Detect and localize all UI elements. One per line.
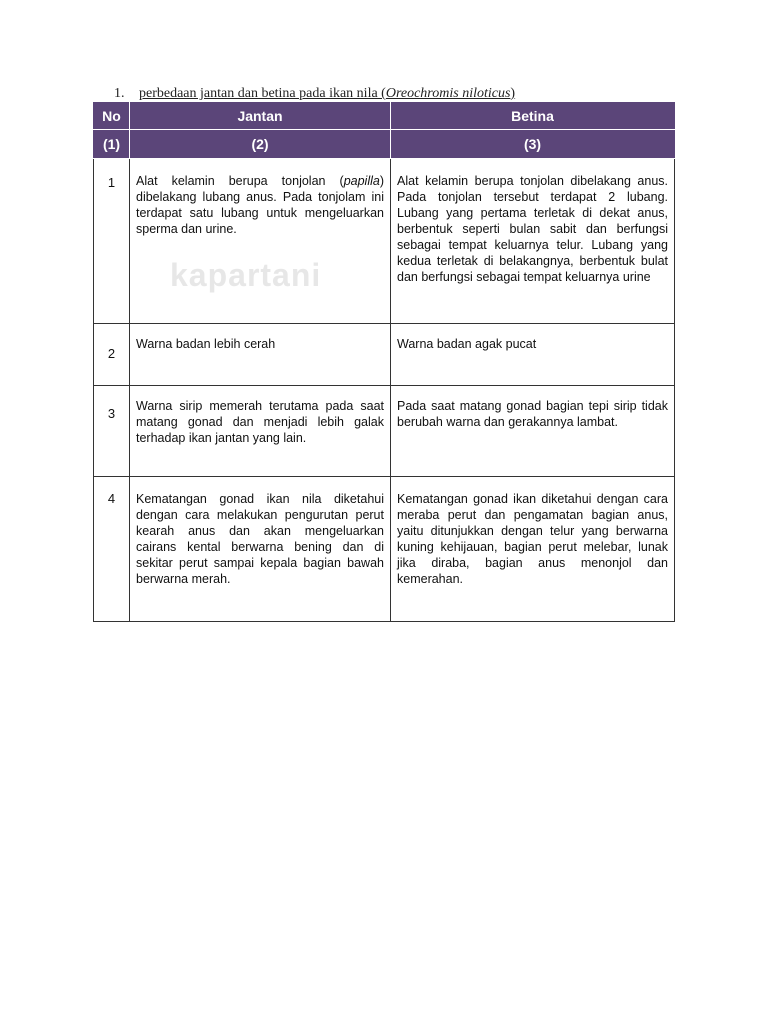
list-heading xyxy=(114,86,515,102)
betina-cell: Kematangan gonad ikan diketahui dengan cara meraba perut dan pengamatan bagian anus, yaitu ditunjukkan dengan telur yang berwarna kuning kehijauan, bagian perut melebar, lunak jika diraba, bagian anus menonjol dan kemerahan. xyxy=(391,477,675,622)
betina-cell: Pada saat matang gonad bagian tepi sirip tidak berubah warna dan gerakannya lambat. xyxy=(391,386,675,477)
betina-cell: Alat kelamin berupa tonjolan dibelakang anus. Pada tonjolan tersebut terdapat 2 lubang. Lubang yang pertama terletak di dekat anus, berbentuk seperti bulan sabit dan berfungsi sebagai tempat keluarnya telur. Lubang yang kedua terletak di belakangnya, berbentuk bulat dan berfungsi sebagai tempat keluarnya urine xyxy=(391,159,675,324)
comparison-table xyxy=(93,102,675,622)
row-number: 3 xyxy=(94,386,130,477)
jantan-term: papilla xyxy=(343,174,380,188)
header-betina: Betina xyxy=(391,103,675,130)
header-jantan: Jantan xyxy=(130,103,391,130)
jantan-cell: Kematangan gonad ikan nila diketahui dengan cara melakukan pengurutan perut kearah anus dan akan mengeluarkan cairans kental berwarna bening dan di sekitar perut sampai kepala bagian bawah berwarna merah. xyxy=(130,477,391,622)
header-no: No xyxy=(94,103,130,130)
jantan-text-cont: ) dibelakang lubang anus. Pada tonjolam ini terdapat satu lubang untuk mengeluarkan sperma dan urine. xyxy=(136,174,384,236)
header-row xyxy=(94,103,675,130)
header-number-row xyxy=(94,130,675,159)
header-col2: (2) xyxy=(130,130,391,159)
species-name: Oreochromis niloticus xyxy=(385,86,511,101)
list-number: 1. xyxy=(114,86,125,101)
row-number: 2 xyxy=(94,324,130,386)
header-col1: (1) xyxy=(94,130,130,159)
header-col3: (3) xyxy=(391,130,675,159)
heading-text-wrap xyxy=(139,86,515,101)
jantan-cell xyxy=(130,159,391,324)
table-row xyxy=(94,477,675,622)
jantan-cell: Warna sirip memerah terutama pada saat matang gonad dan menjadi lebih galak terhadap ikan jantan yang lain. xyxy=(130,386,391,477)
heading-text: perbedaan jantan dan betina pada ikan nila ( xyxy=(139,86,386,101)
heading-close: ) xyxy=(510,86,516,101)
jantan-text: Alat kelamin berupa tonjolan ( xyxy=(136,174,344,188)
table-row xyxy=(94,324,675,386)
betina-cell: Warna badan agak pucat xyxy=(391,324,675,386)
row-number: 4 xyxy=(94,477,130,622)
row-number: 1 xyxy=(94,159,130,324)
jantan-cell: Warna badan lebih cerah xyxy=(130,324,391,386)
table-row xyxy=(94,386,675,477)
watermark-logo: kapartani xyxy=(170,257,322,293)
table-row xyxy=(94,159,675,324)
